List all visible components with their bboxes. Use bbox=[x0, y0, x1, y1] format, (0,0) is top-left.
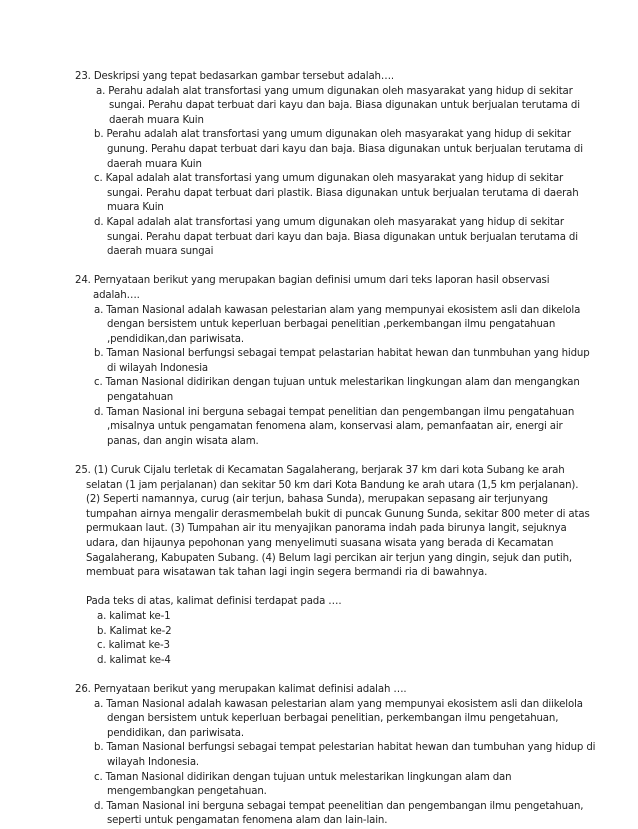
question-number: 25. bbox=[75, 465, 91, 477]
option-text: Kapal adalah alat transfortasi yang umum digunakan oleh masyarakat yang hidup di sekitar sungai. Perahu dapat terbuat dari kayu dan baja. Biasa digunakan untuk berjualan terutama di daerah muara sungai bbox=[106, 216, 578, 258]
passage-text: (1) Curuk Cijalu terletak di Kecamatan Sagalaherang, berjarak 37 km dari kota Subang ke arah bbox=[93, 465, 565, 477]
option-label: a. bbox=[96, 85, 106, 97]
answer-option[interactable] bbox=[86, 625, 598, 640]
option-text: Taman Nasional ini berguna sebagai tempat peenelitian dan pengembangan ilmu pengetahuan, seperti untuk pengamatan fenomena alam dan lain-lain. bbox=[106, 800, 584, 827]
option-text: kalimat ke-4 bbox=[109, 654, 171, 666]
answer-options bbox=[75, 698, 598, 829]
answer-option[interactable] bbox=[75, 698, 598, 742]
question-text: Pada teks di atas, kalimat definisi terdapat pada …. bbox=[86, 596, 342, 608]
answer-option[interactable] bbox=[75, 85, 598, 129]
question-stem bbox=[75, 683, 598, 698]
option-label: c. bbox=[94, 377, 103, 389]
question-stem bbox=[75, 274, 598, 303]
passage-line bbox=[75, 464, 598, 479]
option-text: Taman Nasional didirikan dengan tujuan untuk melestarikan lingkungan alam dan mengangkan pengatahuan bbox=[105, 377, 580, 404]
sub-question bbox=[75, 595, 598, 668]
question-text: Pernyataan berikut yang merupakan bagian definisi umum dari teks laporan hasil observasi adalah…. bbox=[93, 275, 550, 301]
answer-option[interactable] bbox=[75, 172, 598, 216]
option-text: Perahu adalah alat transfortasi yang umum digunakan oleh masyarakat yang hidup di sekitar gunung. Perahu dapat terbuat dari kayu dan baja. Biasa digunakan untuk berjualan terutama di daerah muara Kuin bbox=[106, 129, 583, 170]
passage-line: membuat para wisatawan tak tahan lagi ingin segera bermandi ria di bawahnya. bbox=[86, 567, 488, 579]
option-label: b. bbox=[94, 348, 104, 360]
option-label: a. bbox=[97, 610, 107, 622]
option-text: Perahu adalah alat transfortasi yang umum digunakan oleh masyarakat yang hidup di sekitar sungai. Perahu dapat terbuat dari kayu dan baja. Biasa digunakan untuk berjualan terutama di daerah muara Kuin bbox=[108, 85, 580, 126]
answer-option[interactable] bbox=[86, 639, 598, 654]
answer-options bbox=[75, 304, 598, 450]
option-label: d. bbox=[94, 216, 104, 228]
option-text: Taman Nasional berfungsi sebagai tempat pelestarian habitat hewan dan tumbuhan yang hidup di wilayah Indonesia. bbox=[106, 742, 596, 768]
question-text: Pernyataan berikut yang merupakan kalimat definisi adalah …. bbox=[93, 683, 407, 695]
option-label: b. bbox=[94, 129, 104, 141]
option-label: c. bbox=[97, 640, 106, 652]
answer-option[interactable] bbox=[75, 406, 598, 450]
option-label: d. bbox=[97, 654, 107, 666]
option-label: d. bbox=[94, 800, 104, 812]
option-text: Taman Nasional adalah kawasan pelestarian alam yang mempunyai ekosistem asli dan diikelola dengan bersistem untuk keperluan berbagai penelitian, perkembangan ilmu pengetahuan, pendidikan, dan pariwisata. bbox=[106, 698, 583, 739]
option-label: a. bbox=[94, 304, 104, 316]
question-text: Deskripsi yang tepat bedasarkan gambar tersebut adalah…. bbox=[93, 71, 394, 82]
answer-option[interactable] bbox=[75, 304, 598, 348]
option-text: kalimat ke-1 bbox=[109, 610, 171, 622]
option-label: b. bbox=[97, 625, 107, 637]
answer-option[interactable] bbox=[75, 128, 598, 172]
answer-option[interactable] bbox=[86, 610, 598, 625]
option-label: b. bbox=[94, 742, 104, 754]
passage-line: selatan (1 jam perjalanan) dan sekitar 50 km dari Kota Bandung ke arah utara (1,5 km perjalanan). bbox=[86, 479, 579, 491]
option-text: kalimat ke-3 bbox=[108, 640, 170, 652]
option-label: c. bbox=[94, 173, 103, 185]
answer-options bbox=[75, 85, 598, 260]
option-text: Taman Nasional berfungsi sebagai tempat pelastarian habitat hewan dan tunmbuhan yang hidup di wilayah Indonesia bbox=[106, 348, 590, 374]
option-text: Taman Nasional ini berguna sebagai tempat penelitian dan pengembangan ilmu pengatahuan ,misalnya untuk pengamatan fenomena alam, konservasi alam, pemanfaatan air, energi air panas, dan angin wisata alam. bbox=[106, 406, 575, 447]
passage-line: (2) Seperti namannya, curug (air terjun, bahasa Sunda), merupakan sepasang air terjunyang bbox=[86, 494, 548, 506]
passage-line: tumpahan airnya mengalir derasmembelah bukit di puncak Gunung Sunda, sekitar 800 meter di atas bbox=[86, 508, 590, 520]
answer-option[interactable] bbox=[75, 771, 598, 800]
option-text: Kalimat ke-2 bbox=[109, 625, 172, 637]
passage-line: permukaan laut. (3) Tumpahan air itu menyajikan panorama indah pada birunya langit, sejuknya bbox=[86, 523, 567, 535]
question-25 bbox=[75, 464, 598, 668]
answer-option[interactable] bbox=[75, 741, 598, 770]
option-label: d. bbox=[94, 406, 104, 418]
question-number: 23. bbox=[75, 71, 91, 82]
question-24 bbox=[75, 274, 598, 449]
answer-option[interactable] bbox=[86, 654, 598, 669]
passage-line: Sagalaherang, Kabupaten Subang. (4) Belum lagi percikan air terjun yang dingin, sejuk dan putih, bbox=[86, 552, 572, 564]
question-number: 24. bbox=[75, 275, 91, 287]
option-label: a. bbox=[94, 698, 104, 710]
option-text: Taman Nasional adalah kawasan pelestarian alam yang mempunyai ekosistem asli dan dikelola dengan bersistem untuk keperluan berbagai penelitian ,perkembangan ilmu pengatahuan ,pendidikan,dan pariwisata. bbox=[106, 304, 581, 345]
option-text: Taman Nasional didirikan dengan tujuan untuk melestarikan lingkungan alam dan mengembangkan pengetahuan. bbox=[105, 771, 512, 798]
answer-option[interactable] bbox=[75, 347, 598, 376]
question-number: 26. bbox=[75, 683, 91, 695]
question-stem bbox=[75, 70, 598, 85]
answer-option[interactable] bbox=[75, 376, 598, 405]
question-26 bbox=[75, 683, 598, 829]
answer-option[interactable] bbox=[75, 216, 598, 260]
answer-option[interactable] bbox=[75, 800, 598, 829]
option-text: Kapal adalah alat transfortasi yang umum digunakan oleh masyarakat yang hidup di sekitar sungai. Perahu dapat terbuat dari plastik. Biasa digunakan untuk berjualan terutama di daerah muara Kuin bbox=[105, 173, 579, 214]
option-label: c. bbox=[94, 771, 103, 783]
passage-line: udara, dan hijaunya pepohonan yang menyelimuti suasana wisata yang berada di Kecamatan bbox=[86, 538, 554, 549]
question-23 bbox=[75, 70, 598, 260]
